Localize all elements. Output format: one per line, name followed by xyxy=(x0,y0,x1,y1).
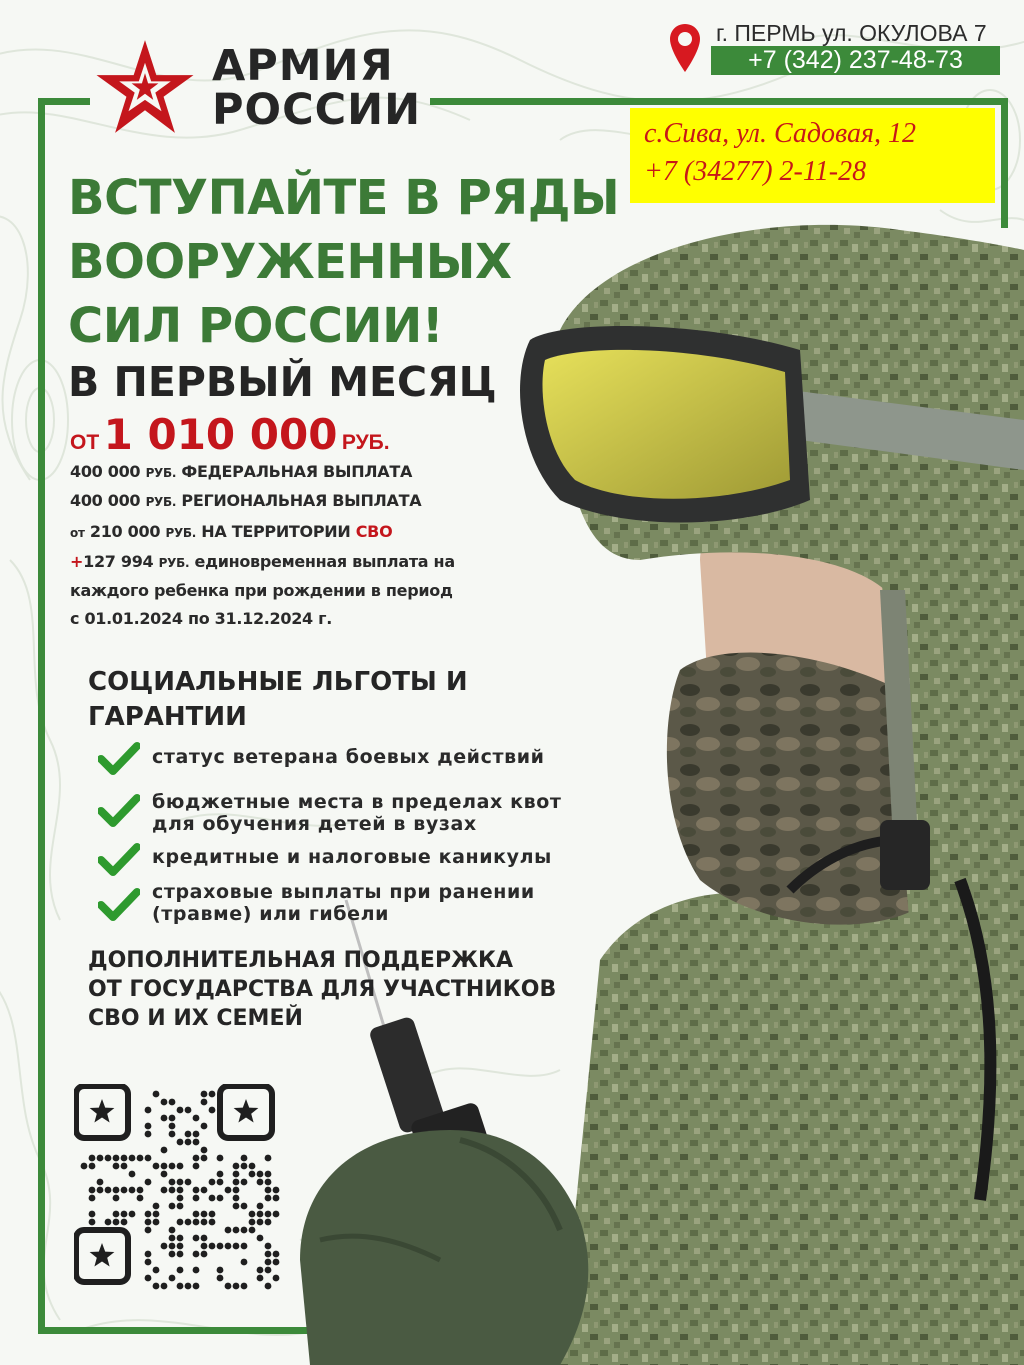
payment-note-line2: с 01.01.2024 по 31.12.2024 г. xyxy=(70,609,332,628)
qr-finder-star-icon xyxy=(220,1086,272,1138)
benefit-insurance-line1: страховые выплаты при ранении xyxy=(152,881,535,903)
checkmark-icon xyxy=(98,742,140,776)
qr-finder-star-icon xyxy=(76,1230,128,1282)
perm-address: г. ПЕРМЬ ул. ОКУЛОВА 7 xyxy=(716,20,987,46)
extra-support: ДОПОЛНИТЕЛЬНАЯ ПОДДЕРЖКА ОТ ГОСУДАРСТВА ДЛЯ УЧАСТНИКОВ СВО И ИХ СЕМЕЙ xyxy=(88,948,557,1031)
logo-line2: РОССИИ xyxy=(212,85,422,135)
amount-prefix: ОТ xyxy=(70,431,100,454)
headline-line3: СИЛ РОССИИ! xyxy=(68,298,444,354)
qr-finder-star-icon xyxy=(76,1086,128,1138)
benefit-credit: кредитные и налоговые каникулы xyxy=(152,846,552,868)
benefit-education-line1: бюджетные места в пределах квот xyxy=(152,791,562,813)
perm-phone-bar xyxy=(711,46,1000,75)
headline xyxy=(68,166,619,358)
payment-child: +127 994 РУБ. единовременная выплата на xyxy=(70,552,455,571)
benefit-education-line2: для обучения детей в вузах xyxy=(152,813,477,835)
payment-regional: 400 000 РУБ. РЕГИОНАЛЬНАЯ ВЫПЛАТА xyxy=(70,491,422,510)
qr-code-icon[interactable] xyxy=(74,1084,286,1296)
checkmark-icon xyxy=(98,888,140,922)
social-title: СОЦИАЛЬНЫЕ ЛЬГОТЫ И ГАРАНТИИ xyxy=(88,667,468,732)
perm-phone[interactable]: +7 (342) 237-48-73 xyxy=(748,46,963,74)
headline-line2: ВООРУЖЕННЫХ xyxy=(68,234,512,290)
first-month-title: В ПЕРВЫЙ МЕСЯЦ xyxy=(68,358,497,406)
siva-phone[interactable]: +7 (34277) 2-11-28 xyxy=(644,156,867,187)
payment-svo: от 210 000 РУБ. НА ТЕРРИТОРИИ СВО xyxy=(70,522,393,541)
checkmark-icon xyxy=(98,843,140,877)
red-star-logo-icon xyxy=(92,38,198,136)
checkmark-icon xyxy=(98,794,140,828)
benefit-insurance-line2: (травме) или гибели xyxy=(152,903,390,925)
siva-contact-box xyxy=(630,108,995,203)
amount-suffix: РУБ. xyxy=(341,431,390,454)
payment-note-line1: каждого ребенка при рождении в период xyxy=(70,581,453,600)
payment-federal: 400 000 РУБ. ФЕДЕРАЛЬНАЯ ВЫПЛАТА xyxy=(70,462,413,481)
benefit-veteran: статус ветерана боевых действий xyxy=(152,746,545,768)
siva-address: с.Сива, ул. Садовая, 12 xyxy=(644,118,916,149)
headline-line1: ВСТУПАЙТЕ В РЯДЫ xyxy=(68,170,620,226)
amount-value: 1 010 000 xyxy=(103,410,338,459)
logo-text xyxy=(212,41,422,135)
total-amount xyxy=(70,410,390,459)
logo-line1: АРМИЯ xyxy=(212,41,394,91)
location-pin-icon xyxy=(668,22,702,74)
